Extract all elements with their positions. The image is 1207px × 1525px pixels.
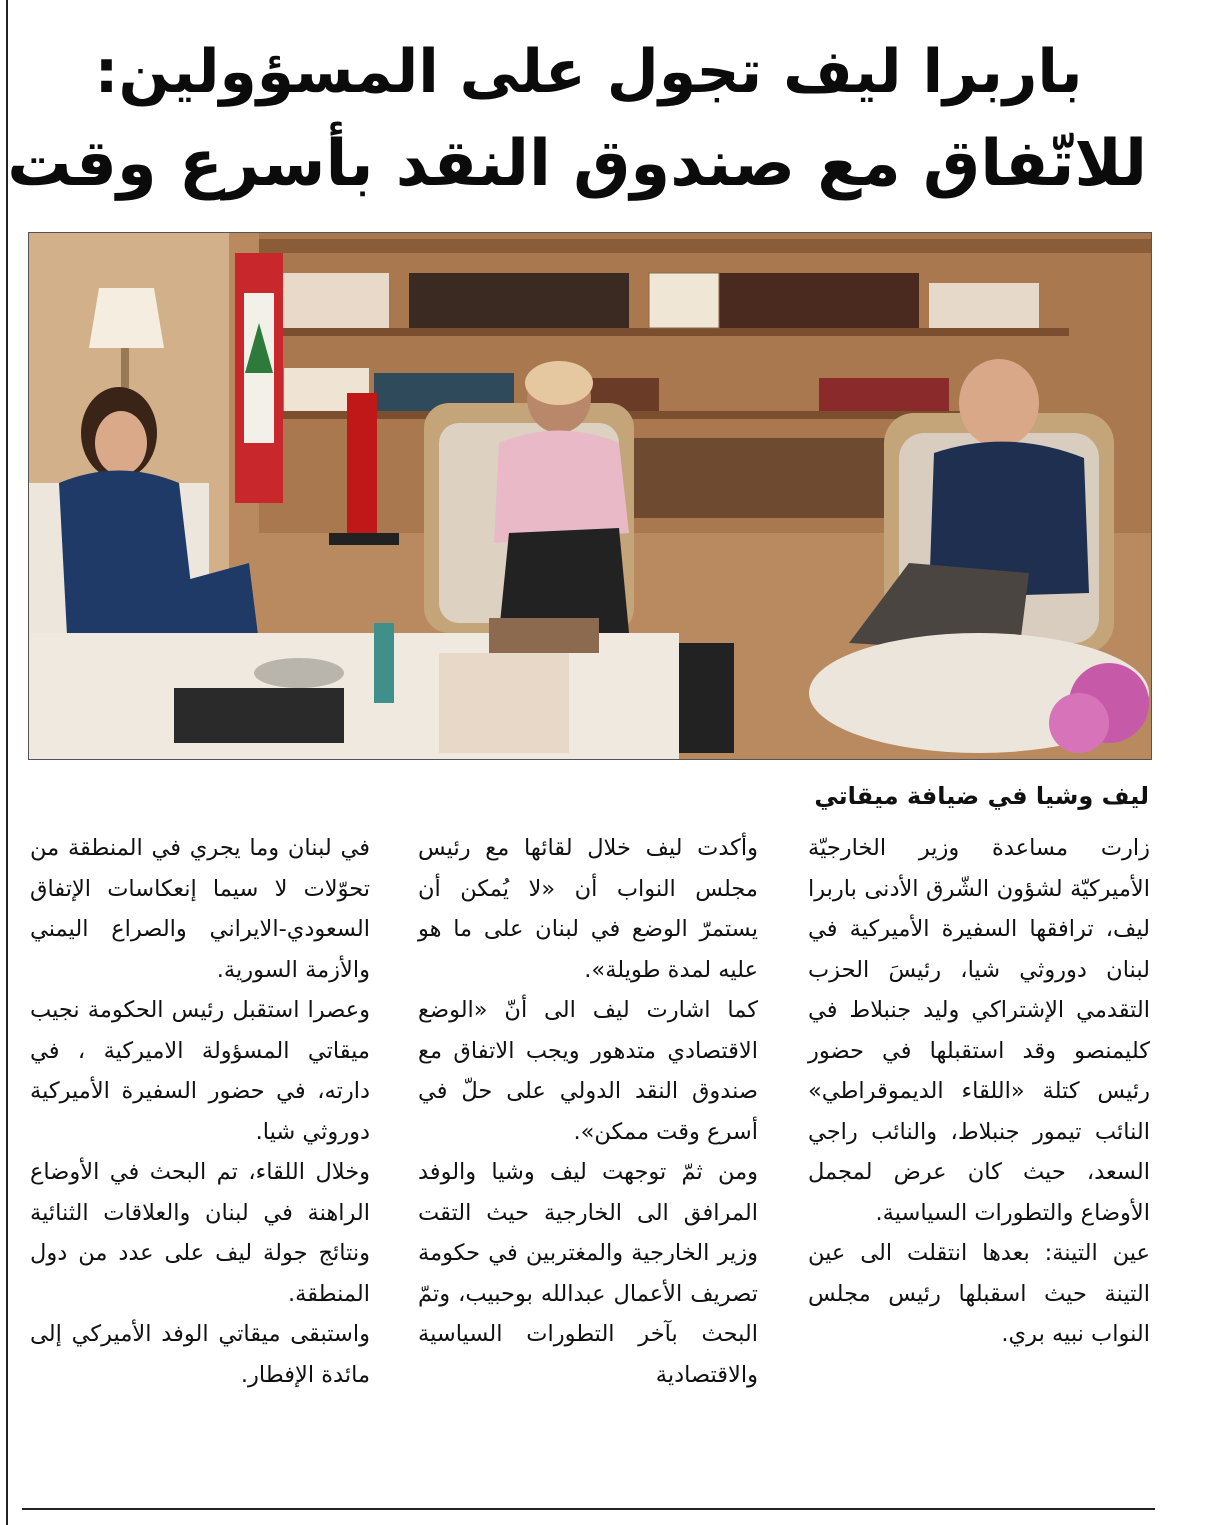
article-column-2 [418,828,758,1395]
paragraph: واستبقى ميقاتي الوفد الأميركي إلى مائدة الإفطار. [30,1321,370,1388]
news-photo [28,232,1152,760]
headline-line-2: للاتّفاق مع صندوق النقد بأسرع وقت [7,127,1147,201]
photo-caption: ليف وشيا في ضيافة ميقاتي [814,782,1149,810]
bottom-rule [22,1508,1155,1510]
paragraph: في لبنان وما يجري في المنطقة من تحوّلات لا سيما إنعكاسات الإتفاق السعودي-الايراني والصراع اليمني والأزمة السورية. [30,835,370,983]
headline-line-1: باربرا ليف تجول على المسؤولين: [94,37,1083,107]
paragraph: عين التينة: بعدها انتقلت الى عين التينة حيث اسقبلها رئيس مجلس النواب نبيه بري. [808,1240,1150,1347]
paragraph: وخلال اللقاء، تم البحث في الأوضاع الراهنة في لبنان والعلاقات الثنائية ونتائج جولة ليف على عدد من دول المنطقة. [30,1159,370,1307]
paragraph: زارت مساعدة وزير الخارجيّة الأميركيّة لشؤون الشّرق الأدنى باربرا ليف، ترافقها السفيرة الأميركية في لبنان دوروثي شيا، رئيسَ الحزب التقدمي الإشتراكي وليد جنبلاط في كليمنصو وقد استقبلها في حضور رئيس كتلة «اللقاء الديموقراطي» النائب تيمور جنبلاط، والنائب راجي السعد، حيث كان عرض لمجمل الأوضاع والتطورات السياسية. [808,835,1150,1226]
office-meeting-illustration [29,233,1151,759]
left-column-rule [6,0,8,1525]
paragraph: كما اشارت ليف الى أنّ «الوضع الاقتصادي متدهور ويجب الاتفاق مع صندوق النقد الدولي على حلّ في أسرع وقت ممكن». [418,997,758,1145]
paragraph: وأكدت ليف خلال لقائها مع رئيس مجلس النواب أن «لا يُمكن أن يستمرّ الوضع في لبنان على ما هو عليه لمدة طويلة». [418,835,758,983]
paragraph: وعصرا استقبل رئيس الحكومة نجيب ميقاتي المسؤولة الاميركية ، في دارته، في حضور السفيرة الأميركية دوروثي شيا. [30,997,370,1145]
article-column-3 [30,828,370,1395]
article-column-1 [808,828,1150,1355]
paragraph: ومن ثمّ توجهت ليف وشيا والوفد المرافق الى الخارجية حيث التقت وزير الخارجية والمغتربين في حكومة تصريف الأعمال عبدالله بوحبيب، وتمّ البحث بآخر التطورات السياسية والاقتصادية [418,1159,758,1388]
